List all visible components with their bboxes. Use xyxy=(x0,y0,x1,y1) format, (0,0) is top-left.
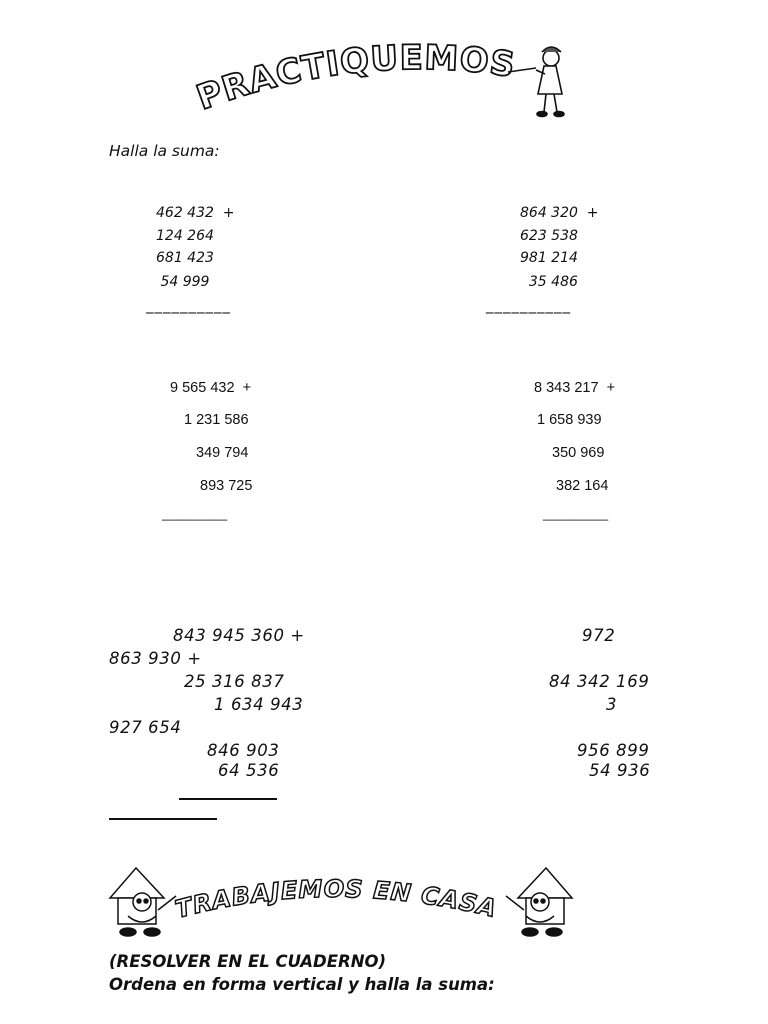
banner-trabajemos-en-casa xyxy=(106,858,576,944)
addend: 35 486 xyxy=(520,274,578,290)
sum-rule: __________ xyxy=(486,296,571,314)
addend: 25 316 837 xyxy=(184,672,285,691)
addend: 9 565 432 + xyxy=(170,380,252,396)
addend: 54 936 xyxy=(589,761,651,780)
addend: 8 343 217 + xyxy=(534,380,616,396)
addend: 956 899 xyxy=(577,741,650,760)
addend: 846 903 xyxy=(207,741,280,760)
sum-rule: _________ xyxy=(162,506,228,521)
addend: 382 164 xyxy=(556,478,609,494)
addend: 1 634 943 xyxy=(214,695,304,714)
addend: 124 264 xyxy=(156,228,214,244)
sum-rule xyxy=(179,798,277,800)
addend: 843 945 360 + xyxy=(173,626,305,645)
addend: 681 423 xyxy=(156,250,214,266)
banner-title: PRACTIQUEMOS xyxy=(191,40,519,119)
addend: 3 xyxy=(606,695,618,714)
banner-title: TRABAJEMOS EN CASA xyxy=(172,874,500,924)
addend: 1 231 586 xyxy=(184,412,249,428)
addend: 64 536 xyxy=(218,761,280,780)
addend: 54 999 xyxy=(156,274,210,290)
sum-rule: __________ xyxy=(146,296,231,314)
sum-rule: _________ xyxy=(543,506,609,521)
footer-line-1: (RESOLVER EN EL CUADERNO) xyxy=(109,952,387,971)
addend: 462 432 + xyxy=(156,205,235,221)
addend: 623 538 xyxy=(520,228,578,244)
svg-text:TRABAJEMOS EN CASA xyxy=(172,875,499,924)
addend: 864 320 + xyxy=(520,205,599,221)
banner-practiquemos xyxy=(190,40,580,140)
addend: 349 794 xyxy=(196,445,249,461)
addend: 981 214 xyxy=(520,250,578,266)
addend: 84 342 169 xyxy=(549,672,650,691)
footer-line-2: Ordena en forma vertical y halla la suma: xyxy=(109,975,495,994)
addend: 972 xyxy=(582,626,616,645)
house-character-icon xyxy=(110,868,176,936)
addend: 893 725 xyxy=(200,478,253,494)
addend: 1 658 939 xyxy=(537,412,602,428)
addend: 863 930 + xyxy=(109,649,202,668)
addend: 927 654 xyxy=(109,718,182,737)
addend: 350 969 xyxy=(552,445,605,461)
house-character-icon xyxy=(506,868,572,936)
sum-rule xyxy=(109,818,217,820)
instruction: Halla la suma: xyxy=(109,142,220,160)
svg-text:PRACTIQUEMOS xyxy=(192,40,519,118)
